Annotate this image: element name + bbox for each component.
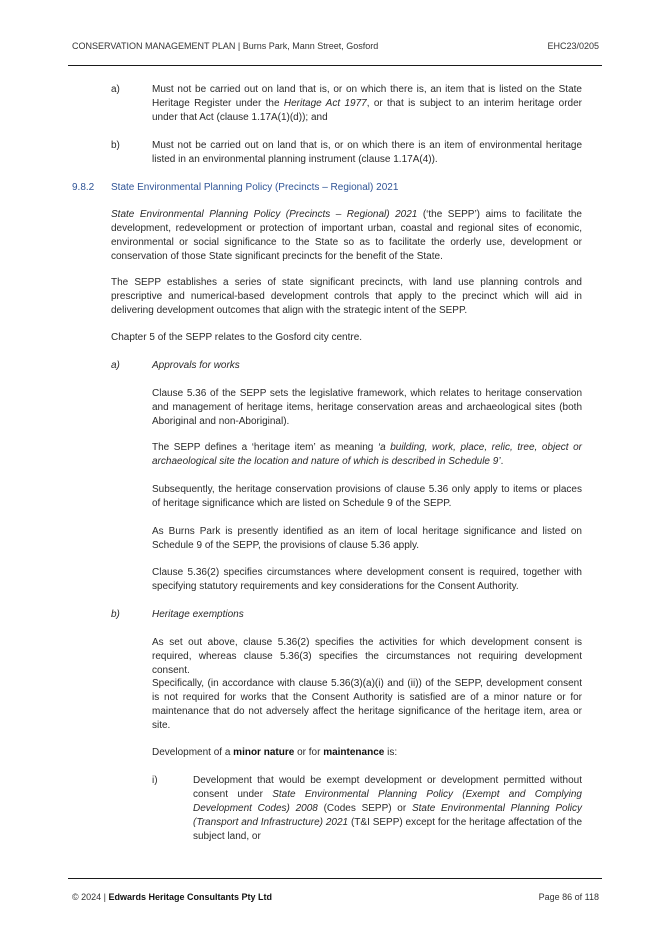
subsection-b-title: Heritage exemptions — [152, 609, 244, 620]
list-marker-b: b) — [111, 140, 120, 151]
subsection-a-marker: a) — [111, 360, 120, 371]
section-number: 9.8.2 — [72, 182, 95, 193]
exemptions-paragraph-2: Specifically, (in accordance with clause 5.36(3)(a)(i) and (ii)) of the SEPP, development consent is not required for works that the Consent Authority is satisfied are of a minor nature or for maintenance that do not adversely affect the heritage significance of the heritage item, area or site. — [152, 678, 582, 731]
intro-paragraph: State Environmental Planning Policy (Precincts – Regional) 2021 (‘the SEPP’) aims to facilitate the development, redevelopment or protection of important urban, coastal and regional sites of economic, environmental or social significance to the State so as to facilitate the orderly use, development or conservation of those State significant precincts for the benefit of the State. — [111, 209, 582, 262]
list-marker-a: a) — [111, 84, 120, 95]
approvals-paragraph-5: Clause 5.36(2) specifies circumstances where development consent is required, together with specifying statutory requirements and key considerations for the Consent Authority. — [152, 567, 582, 592]
list-item-a-text: Must not be carried out on land that is, or on which there is, an item that is listed on the State Heritage Register under the Heritage Act 1977, or that is subject to an interim heritage order under that Act (clause 1.17A(1)(d)); and — [152, 84, 582, 123]
header-rule — [68, 65, 602, 66]
approvals-paragraph-2: The SEPP defines a ‘heritage item’ as meaning ‘a building, work, place, relic, tree, object or archaeological site the location and nature of which is described in Schedule 9’. — [152, 442, 582, 467]
page-header — [72, 40, 599, 52]
approvals-paragraph-1: Clause 5.36 of the SEPP sets the legislative framework, which relates to heritage conservation and management of heritage items, heritage conservation areas and archaeological sites (both Aboriginal and non-Aboriginal). — [152, 388, 582, 427]
copyright: © 2024 | Edwards Heritage Consultants Pty Ltd — [72, 892, 273, 902]
section-title: State Environmental Planning Policy (Precincts – Regional) 2021 — [111, 182, 399, 193]
approvals-paragraph-4: As Burns Park is presently identified as an item of local heritage significance and listed on Schedule 9 of the SEPP, the provisions of clause 5.36 apply. — [152, 526, 582, 551]
subsection-a-title: Approvals for works — [152, 360, 240, 371]
footer-rule — [68, 878, 602, 879]
document-title: CONSERVATION MANAGEMENT PLAN | Burns Park, Mann Street, Gosford — [72, 41, 379, 51]
page-footer — [72, 891, 599, 903]
page-number: Page 86 of 118 — [538, 892, 599, 902]
minor-nature-paragraph: Development of a minor nature or for maintenance is: — [152, 747, 398, 758]
document-reference: EHC23/0205 — [547, 41, 599, 51]
precincts-paragraph: The SEPP establishes a series of state significant precincts, with land use planning controls and prescriptive and numerical-based development controls that apply to the precinct which will aid in delivering development outcomes that align with the strategic intent of the SEPP. — [111, 277, 582, 316]
exemptions-paragraph-1: As set out above, clause 5.36(2) specifies the activities for which development consent is required, whereas clause 5.36(3) specifies the circumstances not requiring development consent. — [152, 637, 582, 676]
approvals-paragraph-3: Subsequently, the heritage conservation provisions of clause 5.36 only apply to items or places of heritage significance which are listed on Schedule 9 of the SEPP. — [152, 484, 582, 509]
list-item-i-text: Development that would be exempt development or development permitted without consent under State Environmental Planning Policy (Exempt and Complying Development Codes) 2008 (Codes SEPP) or State Environmental Planning Policy (Transport and Infrastructure) 2021 (T&I SEPP) except for the heritage affectation of the subject land, or — [193, 775, 583, 842]
subsection-b-marker: b) — [111, 609, 120, 620]
list-item-b-text: Must not be carried out on land that is, or on which there is an item of environmental heritage listed in an environmental planning instrument (clause 1.17A(4)). — [152, 140, 582, 165]
company-name: Edwards Heritage Consultants Pty Ltd — [108, 892, 273, 902]
chapter5-paragraph: Chapter 5 of the SEPP relates to the Gosford city centre. — [111, 332, 363, 343]
list-item-i-marker: i) — [152, 775, 158, 786]
